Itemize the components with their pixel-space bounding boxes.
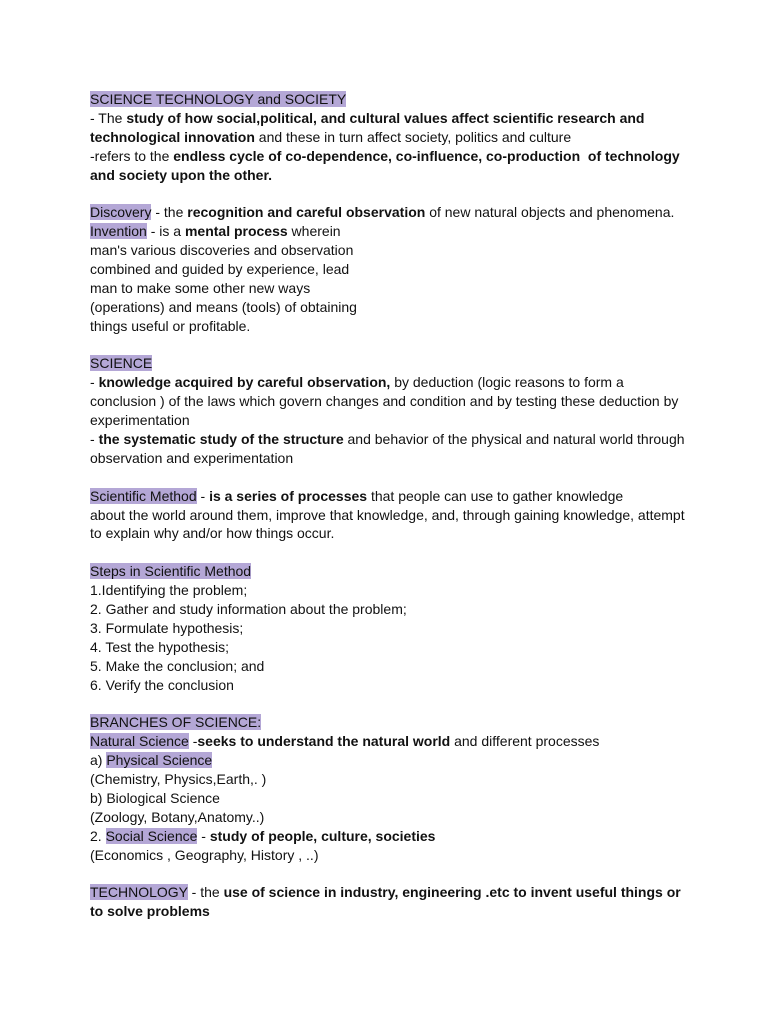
text: that people can use to gather knowledge	[367, 487, 624, 504]
document-title-line	[90, 90, 690, 109]
step-item: 4. Test the hypothesis;	[90, 638, 230, 655]
text: and these in turn affect society, politics and culture	[254, 128, 572, 145]
text: -	[197, 827, 210, 844]
invention-line: combined and guided by experience, lead	[90, 261, 350, 278]
science-definition-1-line-3: experimentation	[90, 412, 190, 429]
science-heading-line	[90, 354, 690, 373]
text: and different processes	[450, 733, 600, 750]
text: -	[90, 431, 99, 448]
technology-definition-line-2	[90, 902, 690, 921]
science-heading: SCIENCE	[90, 355, 153, 372]
branches-heading-line	[90, 713, 690, 732]
steps-heading-line	[90, 562, 690, 581]
scientific-method-line-2: about the world around them, improve that knowledge, and, through gaining knowledge, attempt	[90, 506, 685, 523]
bold-text: technological innovation	[90, 128, 255, 145]
text: -	[196, 487, 210, 504]
text: - the	[151, 204, 188, 221]
text: -	[188, 733, 198, 750]
science-definition-2	[90, 430, 690, 449]
spacer	[90, 865, 690, 884]
invention-definition	[90, 222, 690, 241]
bold-text: endless cycle of co-dependence, co-influence, co-production of technology	[173, 147, 680, 164]
biological-science-examples: (Zoology, Botany,Anatomy..)	[90, 808, 265, 825]
scientific-method-line-3: to explain why and/or how things occur.	[90, 525, 335, 542]
sts-definition-line-2	[90, 128, 690, 147]
discovery-term: Discovery	[90, 204, 152, 221]
text: 2.	[90, 827, 106, 844]
invention-line: man to make some other new ways	[90, 279, 311, 296]
invention-line: (operations) and means (tools) of obtaining	[90, 298, 357, 315]
bold-text: study of how social,political, and cultural values affect scientific research and	[126, 109, 645, 126]
invention-line: things useful or profitable.	[90, 317, 251, 334]
technology-term: TECHNOLOGY	[90, 884, 188, 901]
scientific-method-definition	[90, 487, 690, 506]
sts-definition-line-4	[90, 166, 690, 185]
spacer	[90, 184, 690, 203]
steps-heading: Steps in Scientific Method	[90, 563, 252, 580]
bold-text: knowledge acquired by careful observation,	[98, 374, 391, 391]
text: wherein	[287, 223, 341, 240]
branches-heading: BRANCHES OF SCIENCE:	[90, 714, 262, 731]
spacer	[90, 336, 690, 355]
science-definition-1-line-2: conclusion ) of the laws which govern changes and condition and by testing these deduction by	[90, 393, 679, 410]
bold-text: is a series of processes	[209, 487, 368, 504]
text: - is a	[146, 223, 185, 240]
physical-science-examples: (Chemistry, Physics,Earth,. )	[90, 771, 267, 788]
document-title: SCIENCE TECHNOLOGY and SOCIETY	[90, 91, 347, 107]
text: a)	[90, 752, 107, 769]
text: of new natural objects and phenomena.	[425, 204, 675, 221]
text: - The	[90, 109, 127, 126]
text: by deduction (logic reasons to form a	[390, 374, 624, 391]
physical-science-line	[90, 751, 690, 770]
natural-science-term: Natural Science	[90, 733, 189, 750]
scientific-method-term: Scientific Method	[90, 487, 197, 504]
social-science-definition	[90, 827, 690, 846]
technology-definition	[90, 883, 690, 902]
sts-definition-line-1	[90, 109, 690, 128]
bold-text: mental process	[184, 223, 288, 240]
spacer	[90, 543, 690, 562]
text: -	[90, 374, 99, 391]
science-definition-1	[90, 373, 690, 392]
bold-text: to solve problems	[90, 903, 210, 920]
science-definition-2-line-2: observation and experimentation	[90, 449, 294, 466]
spacer	[90, 695, 690, 714]
document-body	[90, 90, 690, 921]
invention-line: man's various discoveries and observation	[90, 242, 354, 259]
social-science-examples: (Economics , Geography, History , ..)	[90, 846, 319, 863]
text: -refers to the	[90, 147, 174, 164]
spacer	[90, 468, 690, 487]
bold-text: seeks to understand the natural world	[197, 733, 451, 750]
bold-text: study of people, culture, societies	[209, 827, 436, 844]
step-item: 1.Identifying the problem;	[90, 582, 248, 599]
invention-term: Invention	[90, 223, 147, 240]
text: - the	[187, 884, 224, 901]
biological-science-line: b) Biological Science	[90, 789, 220, 806]
social-science-term: Social Science	[105, 827, 198, 844]
bold-text: recognition and careful observation	[187, 204, 426, 221]
physical-science-term: Physical Science	[106, 752, 213, 769]
step-item: 3. Formulate hypothesis;	[90, 619, 244, 636]
discovery-definition	[90, 203, 690, 222]
step-item: 6. Verify the conclusion	[90, 676, 234, 693]
sts-definition-line-3	[90, 147, 690, 166]
natural-science-definition	[90, 732, 690, 751]
bold-text: and society upon the other.	[90, 166, 273, 183]
text: and behavior of the physical and natural world through	[343, 431, 685, 448]
step-item: 2. Gather and study information about the problem;	[90, 601, 407, 618]
bold-text: the systematic study of the structure	[98, 431, 344, 448]
bold-text: use of science in industry, engineering .etc to invent useful things or	[223, 884, 681, 901]
step-item: 5. Make the conclusion; and	[90, 657, 265, 674]
